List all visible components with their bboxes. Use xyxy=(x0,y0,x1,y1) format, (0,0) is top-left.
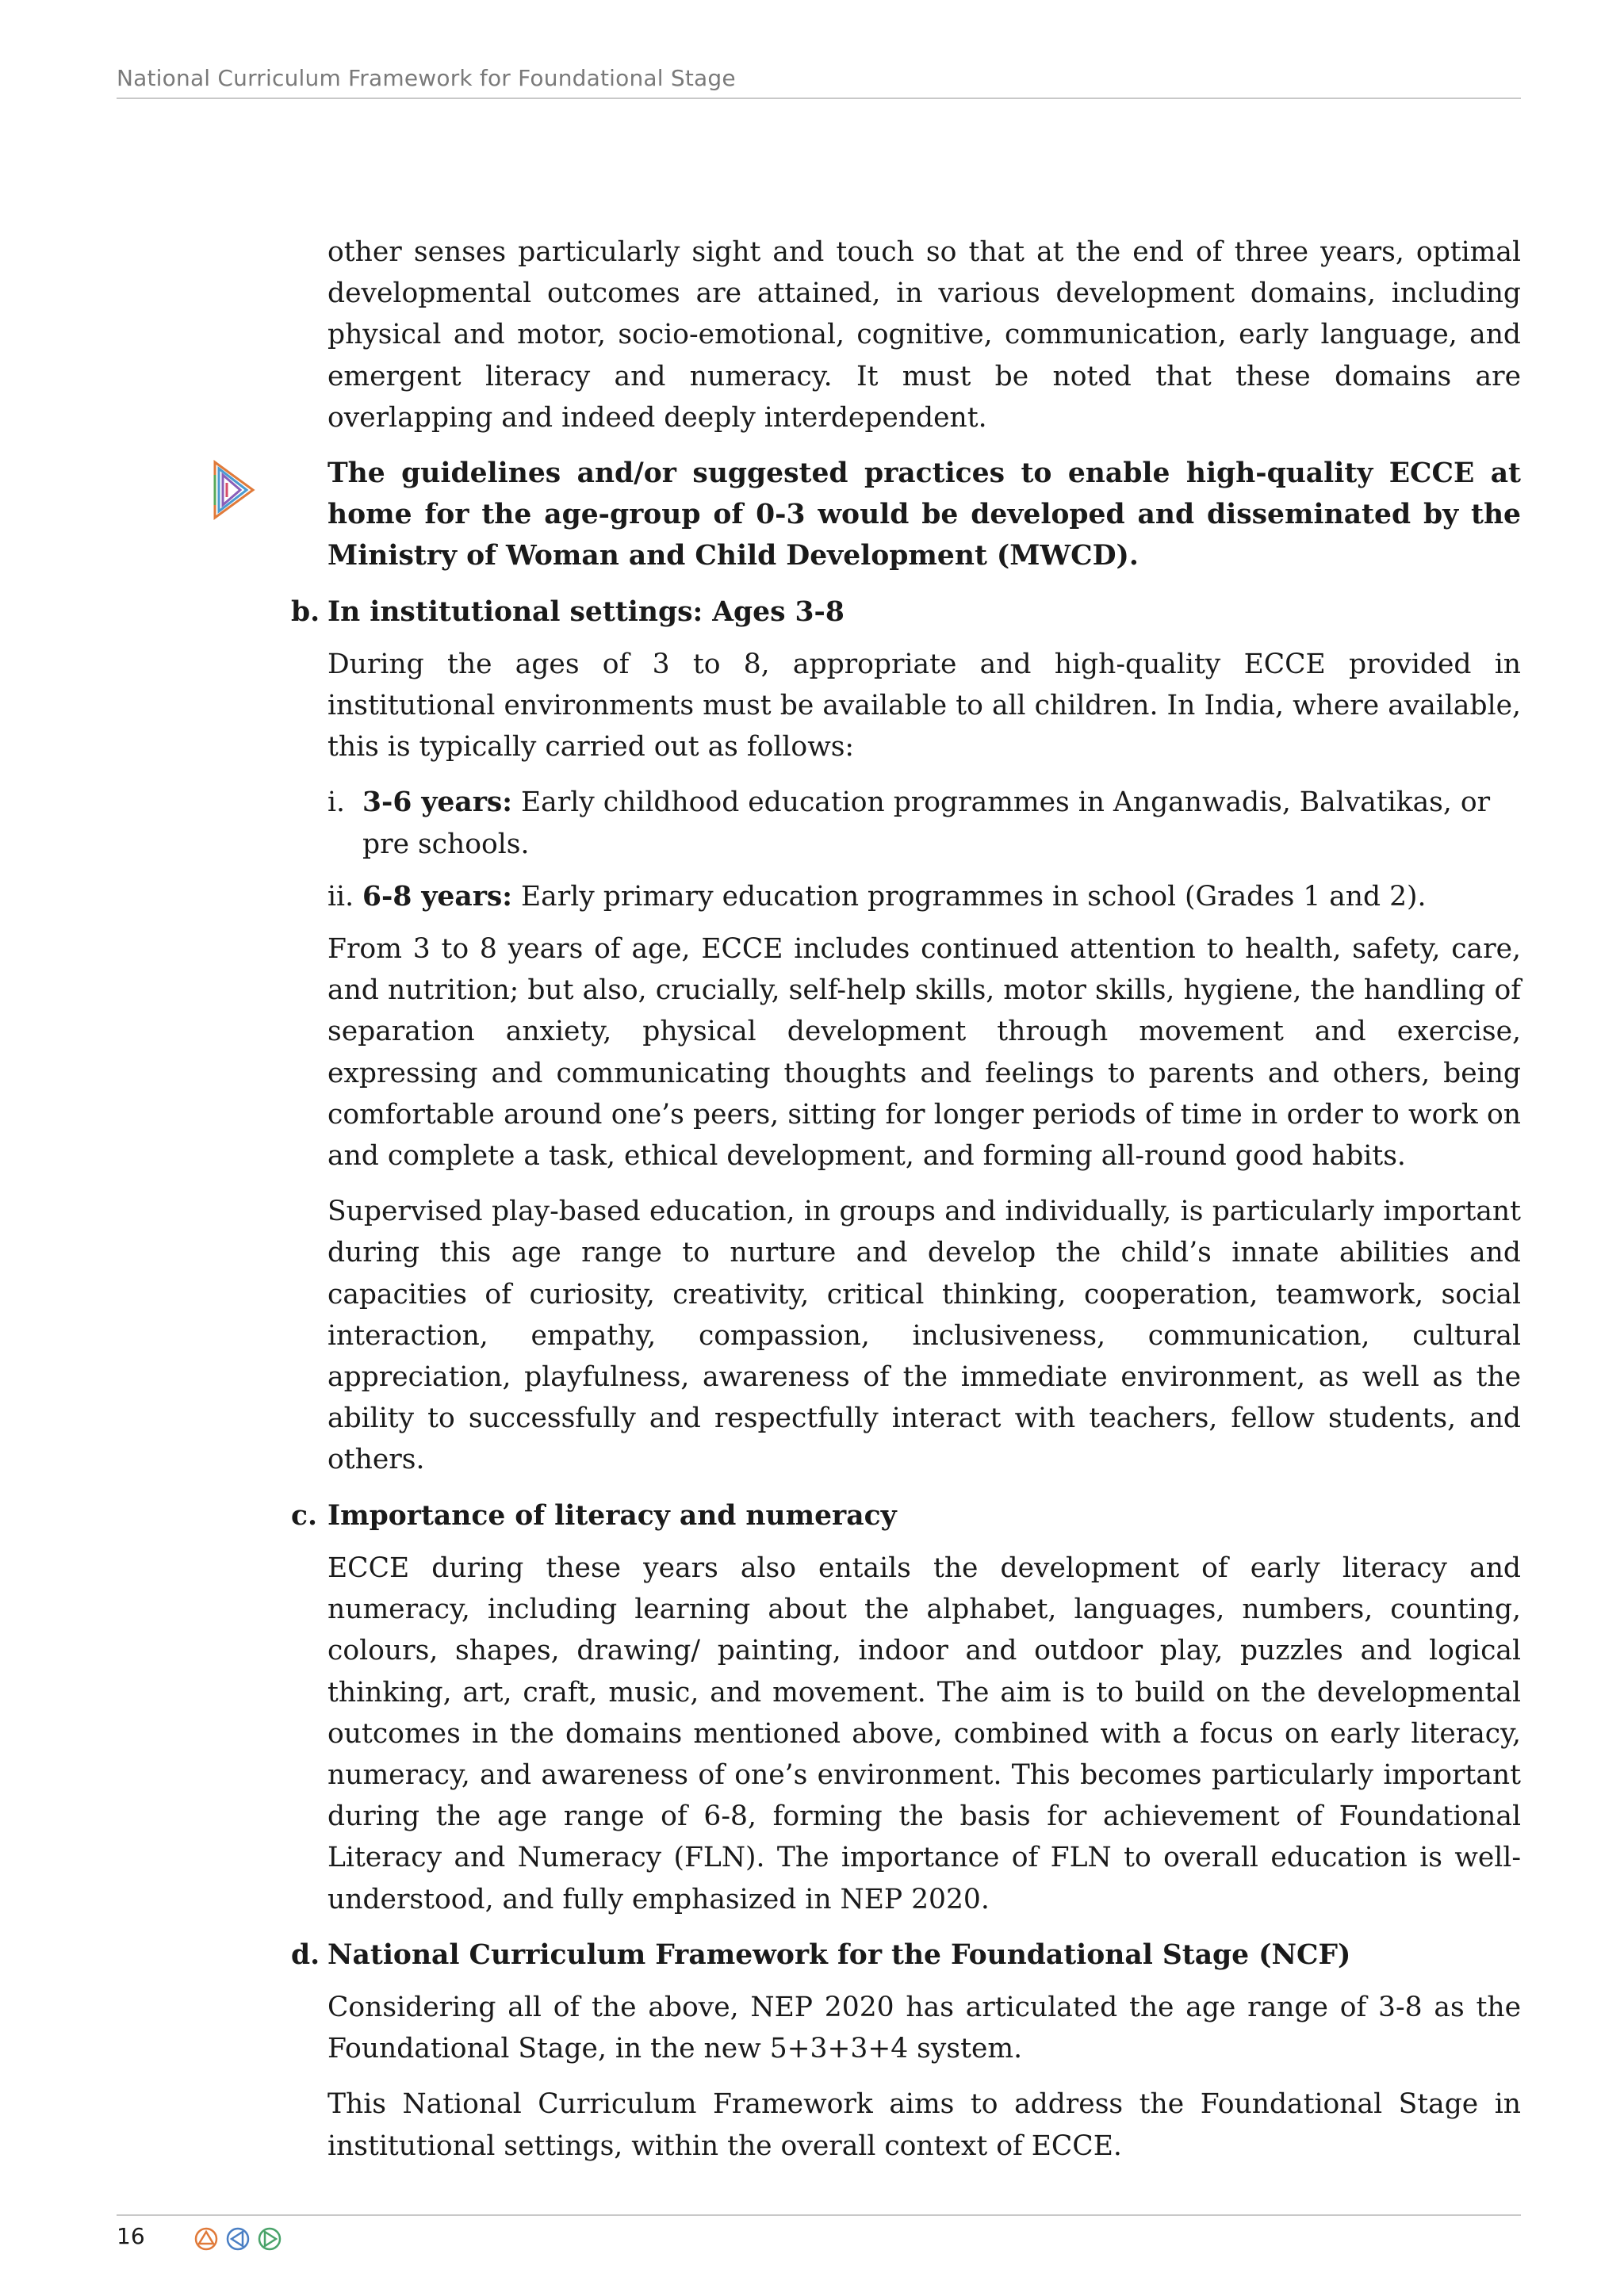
callout-text: The guidelines and/or suggested practices to enable high-quality ECCE at home for the age-group of 0-3 would be developed and disseminated by the Ministry of Woman and Child Development (MWCD). xyxy=(327,457,1521,572)
section-b-letter: b. xyxy=(291,595,320,628)
section-c-heading xyxy=(291,1495,1521,1536)
section-c-letter: c. xyxy=(291,1499,318,1532)
footer-decorative-icons xyxy=(193,2226,282,2252)
section-c-paragraph: ECCE during these years also entails the development of early literacy and numeracy, including learning about the alphabet, languages, numbers, counting, colours, shapes, drawing/ painting, indoor and outdoor play, puzzles and logical thinking, art, craft, music, and movement. The aim is to build on the developmental outcomes in the domains mentioned above, combined with a focus on early literacy, numeracy, and awareness of one’s environment. This becomes particularly important during the age range of 6-8, forming the basis for achievement of Foundational Literacy and Numeracy (FLN). The importance of FLN to overall education is well-understood, and fully emphasized in NEP 2020. xyxy=(327,1552,1521,1915)
list-item xyxy=(327,876,1521,917)
list-item xyxy=(327,782,1521,864)
list-item-number: i. xyxy=(327,786,346,819)
header-divider xyxy=(117,98,1521,99)
section-d-letter: d. xyxy=(291,1938,320,1971)
list-item-text: Early primary education programmes in school (Grades 1 and 2). xyxy=(512,880,1427,913)
section-b-paragraph-2: Supervised play-based education, in groups and individually, is particularly important during this age range to nurture and develop the child’s innate abilities and capacities of curiosity, creativity, critical thinking, cooperation, teamwork, social interaction, empathy, compassion, inclusiveness, communication, cultural appreciation, playfulness, awareness of the immediate environment, as well as the ability to successfully and respectfully interact with teachers, fellow students, and others. xyxy=(327,1196,1521,1476)
list-item-bold: 6-8 years: xyxy=(362,880,513,913)
list-item-number: ii. xyxy=(327,880,354,913)
list-item-text: Early childhood education programmes in Anganwadis, Balvatikas, or pre schools. xyxy=(362,786,1491,860)
page-number: 16 xyxy=(117,2223,145,2249)
section-d-paragraph-1: Considering all of the above, NEP 2020 has articulated the age range of 3-8 as the Foundational Stage, in the new 5+3+3+4 system. xyxy=(327,1991,1521,2065)
page-content xyxy=(291,232,1521,2181)
intro-paragraph: other senses particularly sight and touch so that at the end of three years, optimal developmental outcomes are attained, in various development domains, including physical and motor, socio-emotional, cognitive, communication, early language, and emergent literacy and numeracy. It must be noted that these domains are overlapping and indeed deeply interdependent. xyxy=(327,236,1521,434)
running-header-title: National Curriculum Framework for Foundational Stage xyxy=(117,65,736,91)
section-b-heading xyxy=(291,591,1521,633)
section-b-paragraph-1: From 3 to 8 years of age, ECCE includes continued attention to health, safety, care, and nutrition; but also, crucially, self-help skills, motor skills, hygiene, the handling of separation anxiety, physical development through movement and exercise, expressing and communicating thoughts and feelings to parents and others, being comfortable around one’s peers, sitting for longer periods of time in order to work on and complete a task, ethical development, and forming all-round good habits. xyxy=(327,933,1521,1173)
section-b-intro: During the ages of 3 to 8, appropriate and high-quality ECCE provided in institutional environments must be available to all children. In India, where available, this is typically carried out as follows: xyxy=(327,648,1521,763)
section-d-title: National Curriculum Framework for the Foundational Stage (NCF) xyxy=(327,1938,1351,1971)
footer-divider xyxy=(117,2214,1521,2216)
section-d-paragraph-2: This National Curriculum Framework aims to address the Foundational Stage in institutional settings, within the overall context of ECCE. xyxy=(327,2088,1521,2162)
section-b-title: In institutional settings: Ages 3-8 xyxy=(327,595,845,628)
callout-note xyxy=(327,453,1521,577)
triangle-right-icon xyxy=(259,2229,280,2249)
list-item-bold: 3-6 years: xyxy=(362,786,513,819)
section-d-heading xyxy=(291,1934,1521,1976)
play-triangle-icon xyxy=(212,459,256,521)
section-c-title: Importance of literacy and numeracy xyxy=(327,1499,897,1532)
triangle-left-icon xyxy=(228,2229,248,2249)
triangle-up-icon xyxy=(196,2229,216,2249)
